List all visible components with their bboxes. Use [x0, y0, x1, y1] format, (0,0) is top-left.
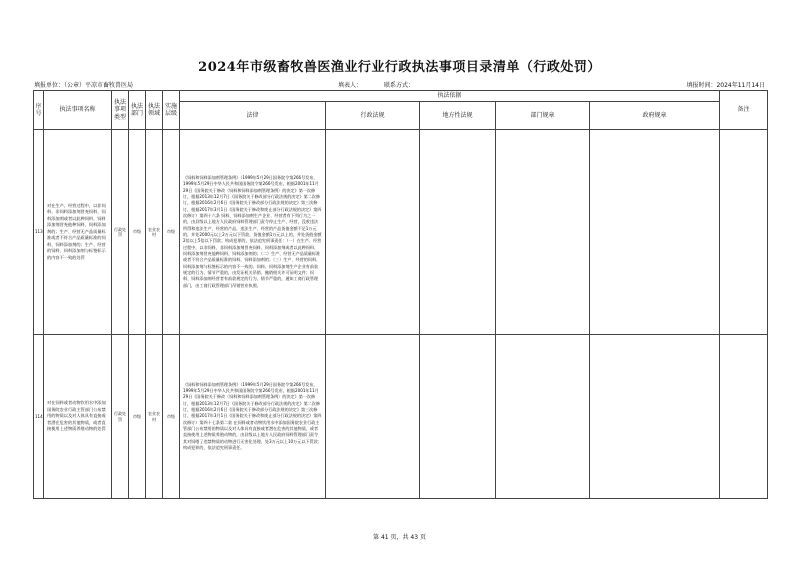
row-level: 市级 — [163, 130, 180, 335]
row-level: 市级 — [163, 335, 180, 499]
row-dept-rule — [496, 335, 590, 499]
contact-field: 联系方式： — [384, 82, 415, 89]
header-law: 法律 — [180, 102, 326, 130]
header-level: 实施层级 — [163, 91, 180, 130]
row-remark — [720, 335, 768, 499]
header-remark: 备注 — [720, 91, 768, 130]
row-field: 农业农村 — [146, 335, 163, 499]
header-basis: 执法依据 — [180, 91, 720, 102]
header-dept-rule: 部门规章 — [496, 102, 590, 130]
row-seq: 113 — [34, 130, 44, 335]
row-name: 对在饲料或者动物饮用水中添加国务院农业行政主管部门公布禁用的物质以及对人体具有直接或者潜在危害的其他物质，或者直接使用上述物质养殖动物的处罚 — [44, 335, 112, 499]
filler-field: 填表人： — [338, 82, 363, 89]
row-name: 对在生产、经营过程中，以非饲料、非饲料添加剂冒充饲料、饲料添加剂或者以此种饲料、饲料添加剂冒充他种饲料、饲料添加剂的；生产、经营无产品质量标准或者不符合产品质量标准的饲料、饲料添加剂的；生产、经营的饲料、饲料添加剂与标签标示的内容不一致的处罚 — [44, 130, 112, 335]
row-dept-rule — [496, 130, 590, 335]
table-row — [34, 335, 768, 499]
table-row — [34, 130, 768, 335]
header-local-reg: 地方性法规 — [420, 102, 496, 130]
row-local-reg — [420, 130, 496, 335]
row-gov-rule — [590, 335, 720, 499]
filing-unit: 填报单位：（公章）平凉市畜牧兽医局 — [34, 82, 134, 89]
header-field: 执法领域 — [146, 91, 163, 130]
row-seq: 114 — [34, 335, 44, 499]
page-title: 2024年市级畜牧兽医渔业行业行政执法事项目录清单（行政处罚） — [198, 60, 601, 75]
header-dept: 执法部门 — [129, 91, 146, 130]
row-category: 行政处罚 — [112, 335, 129, 499]
row-law: 《饲料和饲料添加剂管理条例》（1999年5月29日国务院令第266号发布，1999年5月29日中华人民共和国国务院令第266号发布，根据2001年11月29日《国务院关于修改〈饲料和饲料添加剂管理条例〉的决定》第一次修订，根据2013年12月7日《国务院关于修改部分行政法规的决定》第二次修订，根据2016年2月6日《国务院关于修改部分行政法规的决定》第三次修订，根据2017年3月1日《国务院关于修改和废止部分行政法规的决定》第四次修订）第四十六条 饲料、饲料添加剂生产企业、经营者有下列行为之一的，由县级以上地方人民政府饲料管理部门责令停止生产、经营，没收违法所得和违法生产、经营的产品，违法生产、经营的产品货值金额不足1万元的，并处2000元以上2万元以下罚款，货值金额1万元以上的，并处货值金额2倍以上5倍以下罚款；构成犯罪的，依法追究刑事责任：（一）在生产、经营过程中，以非饲料、非饲料添加剂冒充饲料、饲料添加剂或者以此种饲料、饲料添加剂冒充他种饲料、饲料添加剂的；（二）生产、经营无产品质量标准或者不符合产品质量标准的饲料、饲料添加剂的；（三）生产、经营的饲料、饲料添加剂与标签标示的内容不一致的。饲料、饲料添加剂生产企业有前款规定的行为，情节严重的，由发证机关吊销、撤销相关许可证明文件；饲料、饲料添加剂经营者有前款规定的行为，情节严重的，通知工商行政管理部门，由工商行政管理部门吊销营业执照。 — [180, 130, 326, 335]
row-admin-reg — [326, 335, 420, 499]
header-category: 执法事项类型 — [112, 91, 129, 130]
filing-date: 填报时间：2024年11月14日 — [686, 82, 765, 89]
header-admin-reg: 行政法规 — [326, 102, 420, 130]
row-local-reg — [420, 335, 496, 499]
enforcement-table — [33, 90, 768, 499]
row-gov-rule — [590, 130, 720, 335]
row-admin-reg — [326, 130, 420, 335]
header-seq: 序号 — [34, 91, 44, 130]
header-gov-rule: 政府规章 — [590, 102, 720, 130]
row-dept: 市级 — [129, 335, 146, 499]
row-remark — [720, 130, 768, 335]
row-dept: 市级 — [129, 130, 146, 335]
row-category: 行政处罚 — [112, 130, 129, 335]
row-field: 农业农村 — [146, 130, 163, 335]
page-number: 第 41 页，共 43 页 — [373, 534, 426, 541]
header-name: 执法事项名称 — [44, 91, 112, 130]
row-law: 《饲料和饲料添加剂管理条例》（1999年5月29日国务院令第266号发布，1999年5月29日中华人民共和国国务院令第266号发布，根据2001年11月29日《国务院关于修改〈饲料和饲料添加剂管理条例〉的决定》第一次修订，根据2013年12月7日《国务院关于修改部分行政法规的决定》第二次修订，根据2016年2月6日《国务院关于修改部分行政法规的决定》第三次修订，根据2017年3月1日《国务院关于修改和废止部分行政法规的决定》第四次修订）第四十七条第二款 在饲料或者动物饮用水中添加国务院农业行政主管部门公布禁用的物质以及对人体具有直接或者潜在危害的其他物质，或者直接使用上述物质养殖动物的，由县级以上地方人民政府饲料管理部门责令其对饲喂了违禁物质的动物进行无害化处理，处3万元以上10万元以下罚款；构成犯罪的，依法追究刑事责任。 — [180, 335, 326, 499]
